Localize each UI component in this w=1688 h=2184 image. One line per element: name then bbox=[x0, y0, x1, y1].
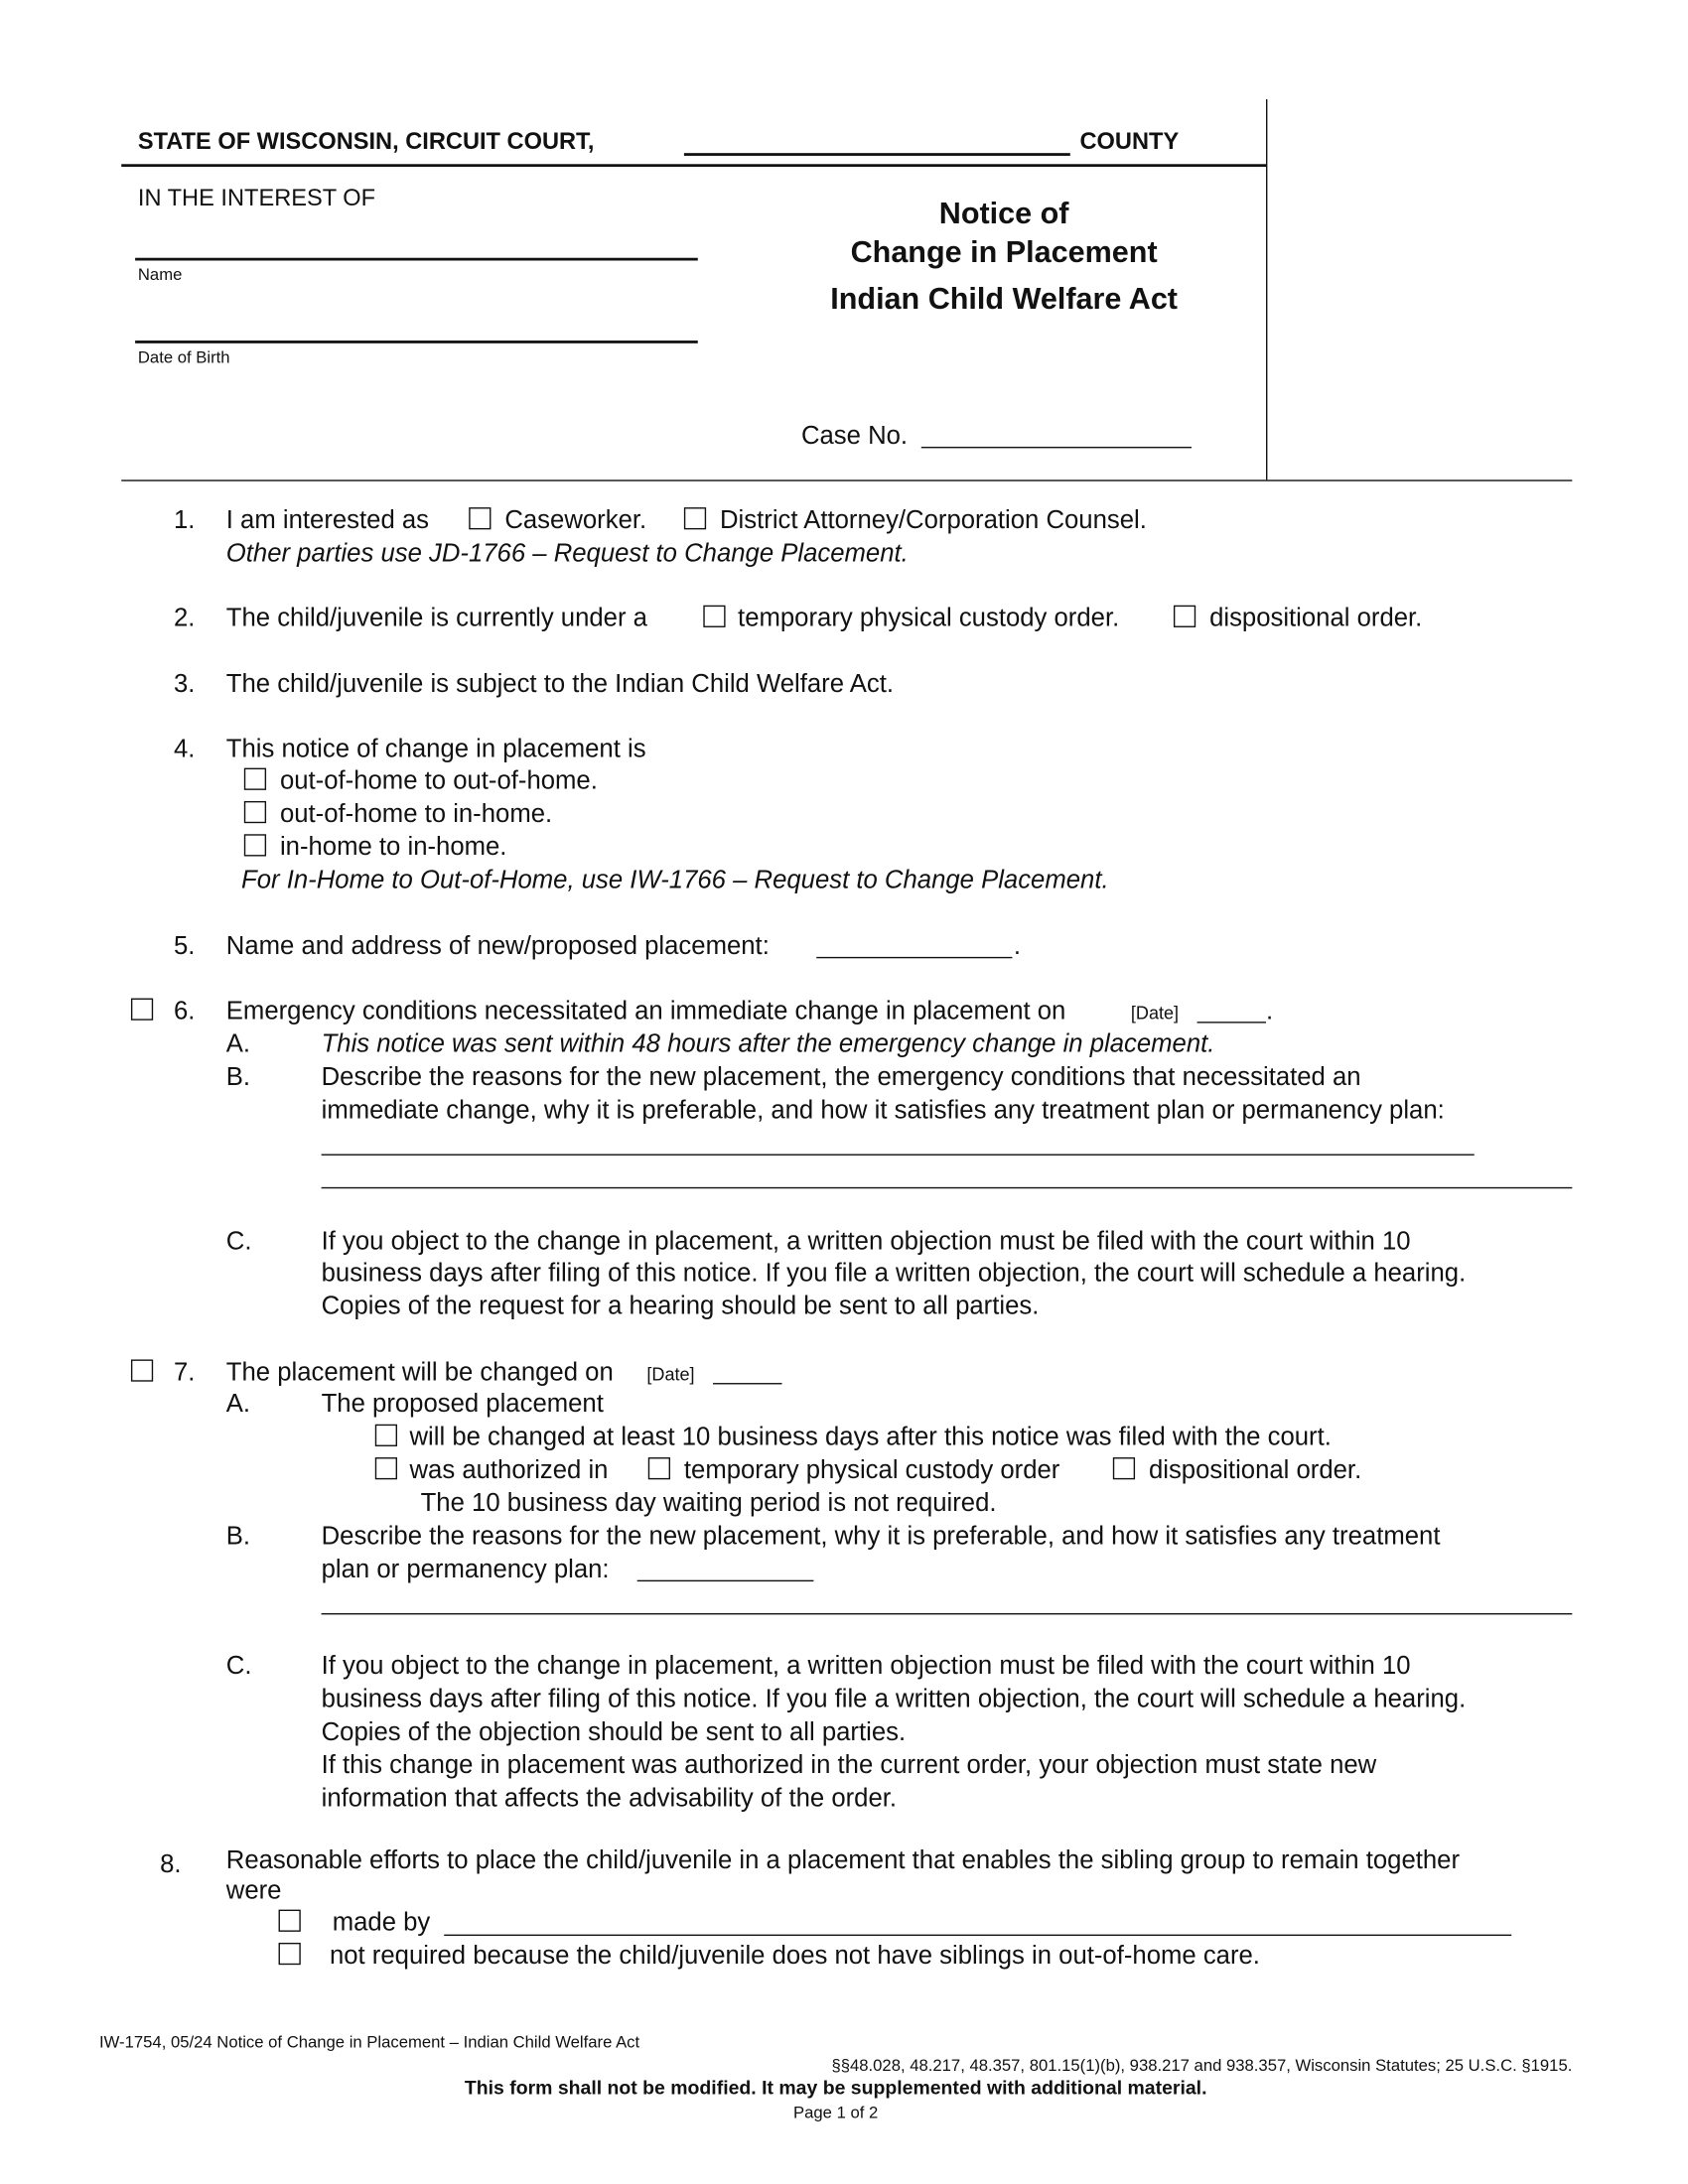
item7a-text: The proposed placement bbox=[321, 1388, 604, 1418]
district-attorney-checkbox[interactable] bbox=[684, 507, 706, 529]
header-divider bbox=[1266, 99, 1267, 479]
in-to-in-checkbox[interactable] bbox=[244, 834, 266, 856]
item1-text: I am interested as bbox=[225, 504, 430, 534]
emergency-reasons-field[interactable] bbox=[322, 1187, 1573, 1188]
item-number: 5. bbox=[174, 930, 196, 960]
placement-date-field[interactable] bbox=[713, 1383, 781, 1384]
name-label: Name bbox=[137, 264, 183, 285]
header-rule bbox=[121, 164, 1266, 167]
name-field[interactable] bbox=[135, 258, 698, 261]
date-label: [Date] bbox=[1130, 1002, 1180, 1024]
placement-change-checkbox[interactable] bbox=[131, 1359, 153, 1381]
placement-reasons-field[interactable] bbox=[322, 1613, 1573, 1614]
date-label: [Date] bbox=[646, 1363, 695, 1385]
item7c-text: information that affects the advisability of the order. bbox=[321, 1782, 898, 1813]
caseworker-label: Caseworker. bbox=[504, 504, 647, 534]
court-label: STATE OF WISCONSIN, CIRCUIT COURT, bbox=[137, 128, 595, 155]
caseworker-checkbox[interactable] bbox=[469, 507, 491, 529]
item-number: 4. bbox=[174, 733, 196, 763]
made-by-checkbox[interactable] bbox=[279, 1910, 301, 1932]
emergency-date-field[interactable] bbox=[1197, 1022, 1266, 1023]
item-number: 2. bbox=[174, 602, 196, 632]
emergency-checkbox[interactable] bbox=[131, 999, 153, 1021]
item7c-text: business days after filing of this notice. If you file a written objection, the court will schedule a hearing. bbox=[321, 1683, 1467, 1713]
item6b-text: Describe the reasons for the new placement, the emergency conditions that necessitated an bbox=[321, 1061, 1361, 1091]
placement-reasons-field[interactable] bbox=[637, 1580, 814, 1581]
not-required-label: not required because the child/juvenile does not have siblings in out-of-home care. bbox=[329, 1940, 1260, 1970]
out-to-in-label: out-of-home to in-home. bbox=[279, 798, 553, 828]
authorized-dispositional-checkbox[interactable] bbox=[1113, 1457, 1135, 1479]
item6a-text: This notice was sent within 48 hours after the emergency change in placement. bbox=[321, 1028, 1215, 1058]
item6c-text: business days after filing of this notice. If you file a written objection, the court will schedule a hearing. bbox=[321, 1257, 1467, 1287]
item7-text: The placement will be changed on bbox=[225, 1356, 614, 1386]
item5-text: Name and address of new/proposed placement: bbox=[225, 930, 770, 960]
item4-note: For In-Home to Out-of-Home, use IW-1766 – Request to Change Placement. bbox=[241, 864, 1109, 894]
item6b-text: immediate change, why it is preferable, and how it satisfies any treatment plan or permanency plan: bbox=[321, 1094, 1445, 1124]
ten-days-label: will be changed at least 10 business days after this notice was filed with the court. bbox=[409, 1421, 1332, 1451]
sub-label: B. bbox=[225, 1061, 251, 1091]
out-to-out-checkbox[interactable] bbox=[244, 768, 266, 790]
item8-text: were bbox=[225, 1874, 282, 1905]
sub-label: C. bbox=[225, 1225, 252, 1255]
item7c-text: If you object to the change in placement, a written objection must be filed with the court within 10 bbox=[321, 1650, 1411, 1680]
out-to-out-label: out-of-home to out-of-home. bbox=[279, 764, 598, 795]
district-attorney-label: District Attorney/Corporation Counsel. bbox=[720, 504, 1147, 534]
in-to-in-label: in-home to in-home. bbox=[279, 831, 507, 861]
modification-notice: This form shall not be modified. It may be supplemented with additional material. bbox=[464, 2076, 1207, 2099]
form-id: IW-1754, 05/24 Notice of Change in Placement – Indian Child Welfare Act bbox=[99, 2032, 640, 2052]
authorized-dispositional-label: dispositional order. bbox=[1148, 1454, 1362, 1484]
case-no-field[interactable] bbox=[921, 447, 1192, 448]
item1-note: Other parties use JD-1766 – Request to Change Placement. bbox=[225, 537, 909, 567]
dispositional-order-checkbox[interactable] bbox=[1174, 606, 1196, 627]
emergency-reasons-field[interactable] bbox=[322, 1155, 1475, 1156]
county-field[interactable] bbox=[684, 153, 1070, 156]
item7b-text: Describe the reasons for the new placement, why it is preferable, and how it satisfies any treatment bbox=[321, 1520, 1441, 1551]
not-required-checkbox[interactable] bbox=[279, 1943, 301, 1965]
item4-text: This notice of change in placement is bbox=[225, 733, 646, 763]
made-by-field[interactable] bbox=[444, 1935, 1511, 1936]
sub-label: A. bbox=[225, 1028, 251, 1058]
item3-text: The child/juvenile is subject to the Indian Child Welfare Act. bbox=[225, 668, 895, 698]
temporary-custody-label: temporary physical custody order. bbox=[738, 602, 1120, 632]
page-number: Page 1 of 2 bbox=[793, 2103, 879, 2122]
authorized-tpc-checkbox[interactable] bbox=[648, 1457, 670, 1479]
item6c-text: If you object to the change in placement, a written objection must be filed with the court within 10 bbox=[321, 1225, 1411, 1255]
dispositional-order-label: dispositional order. bbox=[1209, 602, 1423, 632]
county-label: COUNTY bbox=[1079, 128, 1180, 155]
item2-text: The child/juvenile is currently under a bbox=[225, 602, 647, 632]
item-number: 7. bbox=[174, 1356, 196, 1386]
item6-text: Emergency conditions necessitated an immediate change in placement on bbox=[225, 995, 1066, 1024]
item7c-text: Copies of the objection should be sent to all parties. bbox=[321, 1716, 907, 1746]
sub-label: C. bbox=[225, 1650, 252, 1680]
item-number: 8. bbox=[160, 1848, 182, 1878]
form-title-line1: Notice of bbox=[938, 196, 1069, 230]
item6c-text: Copies of the request for a hearing should be sent to all parties. bbox=[321, 1291, 1040, 1320]
item7a-note: The 10 business day waiting period is not required. bbox=[420, 1487, 997, 1517]
statutes: §§48.028, 48.217, 48.357, 801.15(1)(b), 938.217 and 938.357, Wisconsin Statutes; 25 U.S.C. §1915. bbox=[831, 2055, 1573, 2076]
item-number: 3. bbox=[174, 668, 196, 698]
item8-text: Reasonable efforts to place the child/juvenile in a placement that enables the sibling group to remain together bbox=[225, 1844, 1461, 1874]
item7b-text: plan or permanency plan: bbox=[321, 1554, 610, 1583]
form-title-line3: Indian Child Welfare Act bbox=[830, 281, 1178, 317]
period: . bbox=[1013, 930, 1021, 960]
sub-label: A. bbox=[225, 1388, 251, 1418]
placement-address-field[interactable] bbox=[816, 957, 1012, 958]
authorized-checkbox[interactable] bbox=[375, 1457, 397, 1479]
sub-label: B. bbox=[225, 1520, 251, 1551]
form-title-line2: Change in Placement bbox=[850, 234, 1158, 269]
interest-of-label: IN THE INTEREST OF bbox=[137, 185, 376, 211]
ten-days-checkbox[interactable] bbox=[375, 1425, 397, 1446]
authorized-tpc-label: temporary physical custody order bbox=[683, 1454, 1060, 1484]
dob-label: Date of Birth bbox=[137, 347, 230, 367]
made-by-label: made by bbox=[332, 1906, 431, 1937]
temporary-custody-checkbox[interactable] bbox=[703, 606, 725, 627]
section-rule bbox=[121, 479, 1572, 480]
period: . bbox=[1266, 995, 1274, 1024]
out-to-in-checkbox[interactable] bbox=[244, 801, 266, 823]
authorized-label: was authorized in bbox=[409, 1454, 609, 1484]
item-number: 1. bbox=[174, 504, 196, 534]
item7c-text: If this change in placement was authorized in the current order, your objection must state new bbox=[321, 1749, 1377, 1779]
case-no-label: Case No. bbox=[800, 420, 909, 450]
item-number: 6. bbox=[174, 995, 196, 1024]
